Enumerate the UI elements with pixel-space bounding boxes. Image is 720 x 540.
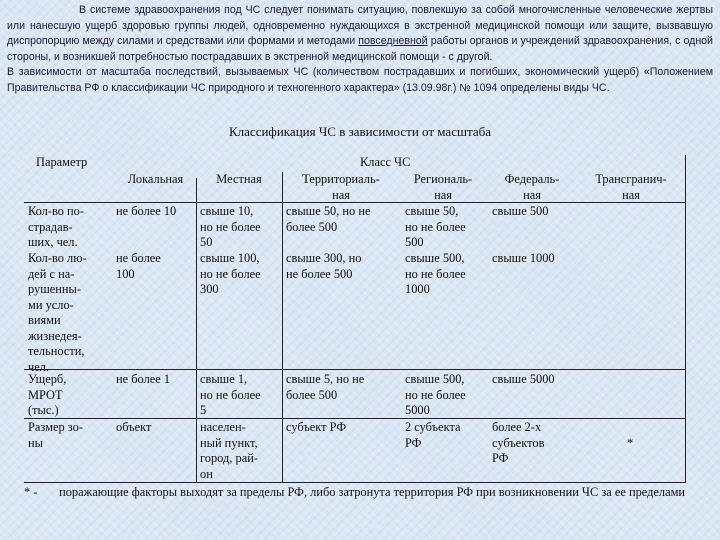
- table-cell: населен- ный пункт, город, рай- он: [200, 420, 258, 481]
- row-param: Кол-во лю- дей с на- рушенны- ми усло- виями жизнедея- тельности, чел.: [28, 251, 87, 374]
- table-cell: 2 субъекта РФ: [405, 420, 461, 450]
- param-header: Параметр: [36, 155, 88, 169]
- divider: [282, 172, 283, 482]
- table-cell: свыше 100, но не более 300: [200, 251, 261, 296]
- table-cell: свыше 10, но не более 50: [200, 204, 261, 249]
- table-title: Классификация ЧС в зависимости от масштаба: [229, 124, 491, 139]
- table-cell: *: [627, 436, 634, 450]
- intro-p1-underlined: повседневной: [358, 35, 428, 48]
- class-header: Класс ЧС: [360, 155, 411, 169]
- row-param: Размер зо- ны: [28, 420, 83, 450]
- table-cell: свыше 5, но не более 500: [286, 372, 365, 402]
- divider: [685, 155, 686, 482]
- column-header: Региональ- ная: [413, 172, 473, 202]
- column-header: Федераль- ная: [504, 172, 560, 202]
- table-cell: субъект РФ: [286, 420, 347, 434]
- table-cell: свыше 50, но не более 500: [405, 204, 466, 249]
- table-cell: не более 10: [116, 204, 177, 218]
- column-header: Территориаль- ная: [302, 172, 380, 202]
- table-cell: свыше 500, но не более 1000: [405, 251, 466, 296]
- column-header: Локальная: [127, 172, 184, 186]
- intro-p1-text: В системе здравоохранения под ЧС следует понимать ситуацию, повлекшую за собой многочисленные человеческие жертвы или нанесшую ущерб здоровью группы людей, одновременно нуждающихся в экстренной медицинской помощи или защите, вызвавшую диспропорцию между силами и средствами или формами и методами: [7, 4, 713, 48]
- divider: [24, 369, 686, 370]
- table-cell: свыше 1, но не более 5: [200, 372, 261, 417]
- table-cell: свыше 500: [492, 204, 549, 218]
- footnote-mark: * -: [24, 485, 38, 499]
- row-param: Ущерб, МРОТ (тыс.): [28, 372, 67, 417]
- table-cell: не более 100: [116, 251, 161, 281]
- table-cell: объект: [116, 420, 152, 434]
- table-cell: свыше 300, но не более 500: [286, 251, 362, 281]
- row-param: Кол-во по- страдав- ших, чел.: [28, 204, 84, 249]
- intro-p1-text-end: работы органов и учреждений здравоохранения, с одной стороны, и возникшей потребностью пострадавших в экстренной медицинской помощи - с другой.: [7, 35, 713, 63]
- table-cell: свыше 500, но не более 5000: [405, 372, 466, 417]
- table-cell: свыше 5000: [492, 372, 555, 386]
- table-cell: свыше 1000: [492, 251, 555, 265]
- table-cell: не более 1: [116, 372, 171, 386]
- footnote-text: поражающие факторы выходят за пределы РФ, либо затронута территория РФ при возникновении ЧС за ее пределами: [59, 485, 686, 499]
- column-header: Местная: [216, 172, 262, 186]
- intro-paragraph-2: В зависимости от масштаба последствий, вызываемых ЧС (количеством пострадавших и погибших, экономический ущерб) «Положением Правительства РФ о классификации ЧС природного и техногенного характера» (13.09.98г.) № 1094 определены виды ЧС.: [7, 66, 713, 94]
- table-cell: более 2-х субъектов РФ: [492, 420, 545, 465]
- column-header: Трансгранич- ная: [595, 172, 667, 202]
- intro-paragraph-1: [7, 3, 713, 65]
- intro-text: [7, 3, 713, 97]
- table-cell: свыше 50, но не более 500: [286, 204, 371, 234]
- divider: [196, 178, 197, 482]
- footnote: [24, 484, 704, 500]
